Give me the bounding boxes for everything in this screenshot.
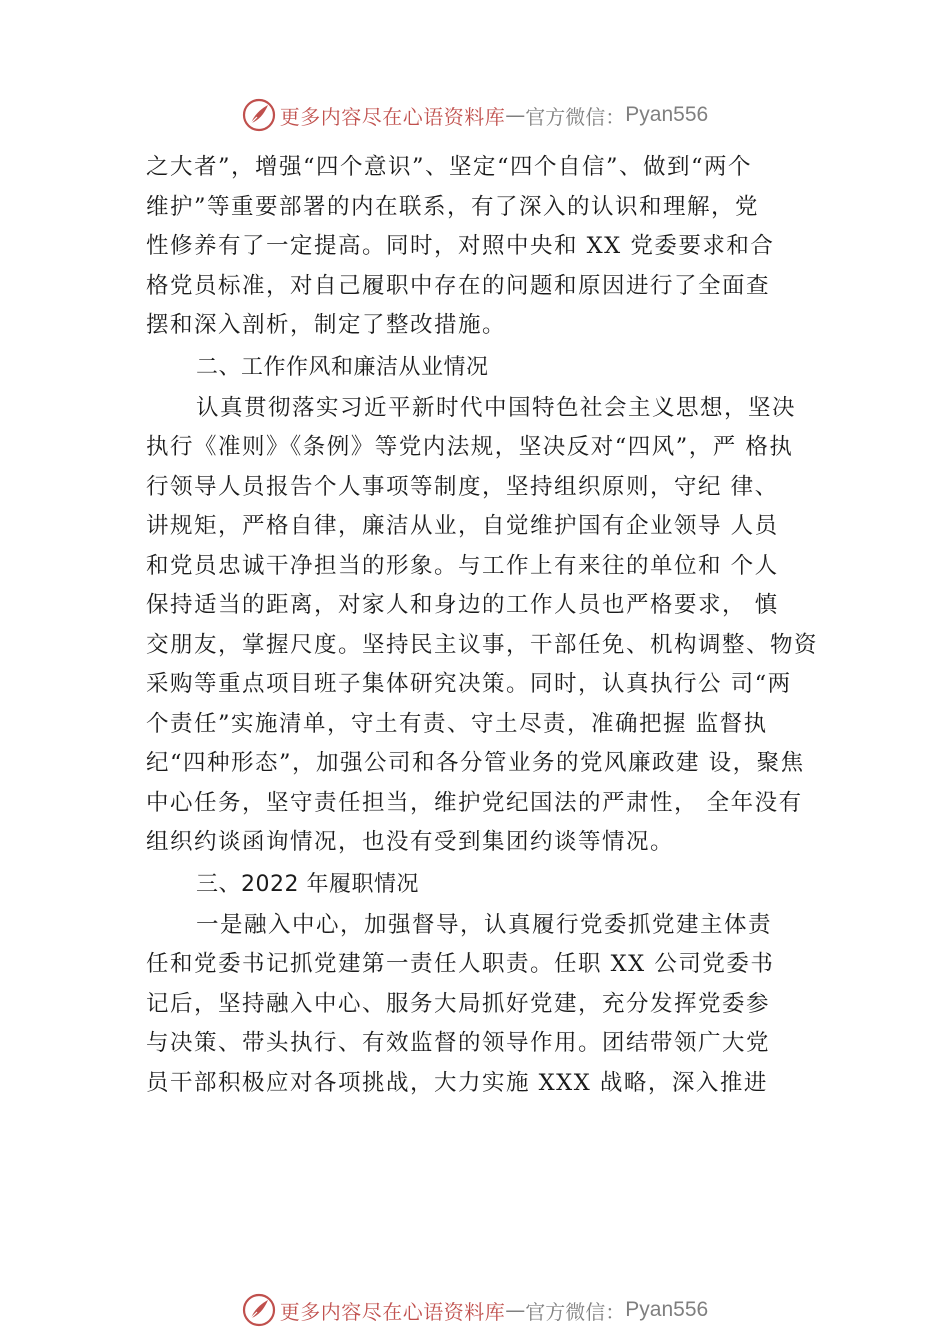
text-line: 行领导人员报告个人事项等制度，坚持组织原则，守纪 律、 (146, 473, 779, 500)
watermark-wechat-label: 官方微信： (525, 1299, 626, 1324)
watermark-dash: — (505, 1298, 526, 1322)
text-line: 与决策、带头执行、有效监督的领导作用。团结带领广大党 (146, 1030, 771, 1056)
text-line: 组织约谈函询情况，也没有受到集团约谈等情况。 (146, 829, 675, 855)
watermark-header (0, 95, 950, 135)
text-line: 交朋友，掌握尺度。坚持民主议事，干部任免、机构调整、物资 (146, 631, 819, 658)
text-line: 纪“四种形态”，加强公司和各分管业务的党风廉政建 设，聚焦 (146, 750, 805, 776)
text-line: 摆和深入剖析，制定了整改措施。 (146, 312, 507, 338)
text-line: 采购等重点项目班子集体研究决策。同时，认真执行公 司“两 (146, 671, 792, 697)
text-line: 和党员忠诚干净担当的形象。与工作上有来往的单位和 个人 (146, 552, 779, 579)
text-line: 保持适当的距离，对家人和身边的工作人员也严格要求， 慎 (146, 592, 779, 618)
document-body (146, 148, 831, 1103)
watermark-footer (0, 1290, 950, 1330)
text-line: 格党员标准，对自己履职中存在的问题和原因进行了全面查 (146, 272, 771, 299)
text-line: 执行《准则》《条例》等党内法规，坚决反对“四风”，严 格执 (146, 434, 794, 460)
watermark-wechat-label: 官方微信： (525, 104, 626, 129)
text-line: 维护”等重要部署的内在联系，有了深入的认识和理解，党 (146, 193, 760, 220)
text-line: 任和党委书记抓党建第一责任人职责。任职 XX 公司党委书 (146, 951, 775, 977)
section-heading: 二、工作作风和廉洁从业情况 (196, 354, 489, 380)
text-line: 记后，坚持融入中心、服务大局抓好党建，充分发挥党委参 (146, 990, 771, 1017)
text-line: 个责任”实施清单，守土有责、守土尽责，准确把握 监督执 (146, 710, 768, 737)
watermark-dash: — (505, 103, 526, 127)
quill-logo-icon (242, 98, 276, 132)
watermark-wechat-id: Pyan556 (625, 103, 709, 126)
section-heading: 三、2022 年履职情况 (196, 871, 419, 897)
text-line: 之大者”，增强“四个意识”、坚定“四个自信”、做到“两个 (146, 154, 753, 180)
watermark-brand: 更多内容尽在心语资料库 (279, 104, 506, 129)
text-line: 讲规矩，严格自律，廉洁从业，自觉维护国有企业领导 人员 (146, 513, 779, 539)
watermark-brand: 更多内容尽在心语资料库 (279, 1299, 506, 1324)
text-line: 认真贯彻落实习近平新时代中国特色社会主义思想，坚决 (196, 394, 797, 421)
watermark-wechat-id: Pyan556 (625, 1298, 709, 1321)
text-line: 性修养有了一定提高。同时，对照中央和 XX 党委要求和合 (146, 233, 775, 259)
quill-logo-icon (242, 1293, 276, 1327)
text-line: 中心任务，坚守责任担当，维护党纪国法的严肃性， 全年没有 (146, 789, 803, 816)
text-line: 一是融入中心，加强督导，认真履行党委抓党建主体责 (196, 911, 773, 938)
text-line: 员干部积极应对各项挑战，大力实施 XXX 战略，深入推进 (146, 1069, 768, 1096)
